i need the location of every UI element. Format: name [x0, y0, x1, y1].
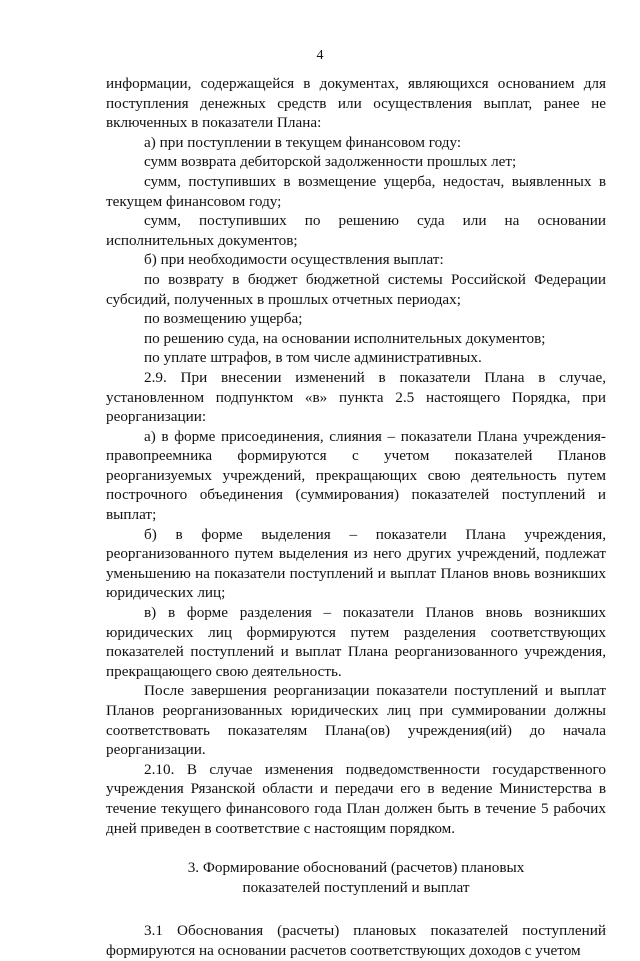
paragraph: сумм, поступивших в возмещение ущерба, недостач, выявленных в текущем финансовом году;	[106, 172, 606, 210]
paragraph: информации, содержащейся в документах, являющихся основанием для поступления денежных средств или осуществления выплат, ранее не включенных в показатели Плана:	[106, 75, 606, 132]
paragraph: б) при необходимости осуществления выплат:	[144, 251, 444, 269]
paragraph: по возмещению ущерба;	[144, 310, 303, 328]
paragraph: 3.1 Обоснования (расчеты) плановых показателей поступлений формируются на основании расчетов соответствующих доходов с учетом	[106, 922, 606, 959]
page-number: 4	[316, 48, 324, 63]
paragraph: по решению суда, на основании исполнительных документов;	[144, 329, 546, 347]
section-heading-line: 3. Формирование обоснований (расчетов) плановых	[187, 859, 525, 877]
paragraph: сумм возврата дебиторской задолженности прошлых лет;	[144, 153, 517, 171]
paragraph: по уплате штрафов, в том числе административных.	[144, 349, 482, 367]
paragraph: После завершения реорганизации показатели поступлений и выплат Планов реорганизованных юридических лиц при суммировании должны соответствовать показателям Плана(ов) учреждения(ий) до начала реорганизации.	[106, 682, 606, 759]
section-heading	[106, 858, 606, 897]
paragraph: 2.10. В случае изменения подведомственности государственного учреждения Рязанской области и передачи его в ведение Министерства в течение текущего финансового года План должен быть в течение 5 рабочих дней приведен в соответствие с настоящим порядком.	[106, 760, 606, 837]
paragraph: а) при поступлении в текущем финансовом году:	[144, 133, 462, 151]
paragraph: в) в форме разделения – показатели Планов вновь возникших юридических лиц формируются путем разделения соответствующих показателей поступлений и выплат Плана реорганизованного учреждения, прекращающего свою деятельность.	[106, 604, 606, 680]
section-heading-line: показателей поступлений и выплат	[242, 878, 470, 896]
paragraph: 2.9. При внесении изменений в показатели Плана в случае, установленном подпунктом «в» пункта 2.5 настоящего Порядка, при реорганизации:	[106, 368, 606, 426]
document-body	[106, 74, 606, 961]
paragraph: б) в форме выделения – показатели Плана учреждения, реорганизованного путем выделения из него других учреждений, подлежат уменьшению на показатели поступлений и выплат Планов вновь возникших юридических лиц;	[106, 525, 606, 602]
paragraph: сумм, поступивших по решению суда или на основании исполнительных документов;	[106, 212, 606, 249]
paragraph: а) в форме присоединения, слияния – показатели Плана учреждения-правопреемника формируются с учетом показателей Планов реорганизуемых учреждений, прекращающих свою деятельность путем построчного объединения (суммирования) показателей поступлений и выплат;	[106, 427, 606, 524]
paragraph: по возврату в бюджет бюджетной системы Российской Федерации субсидий, полученных в прошлых отчетных периодах;	[106, 270, 606, 308]
